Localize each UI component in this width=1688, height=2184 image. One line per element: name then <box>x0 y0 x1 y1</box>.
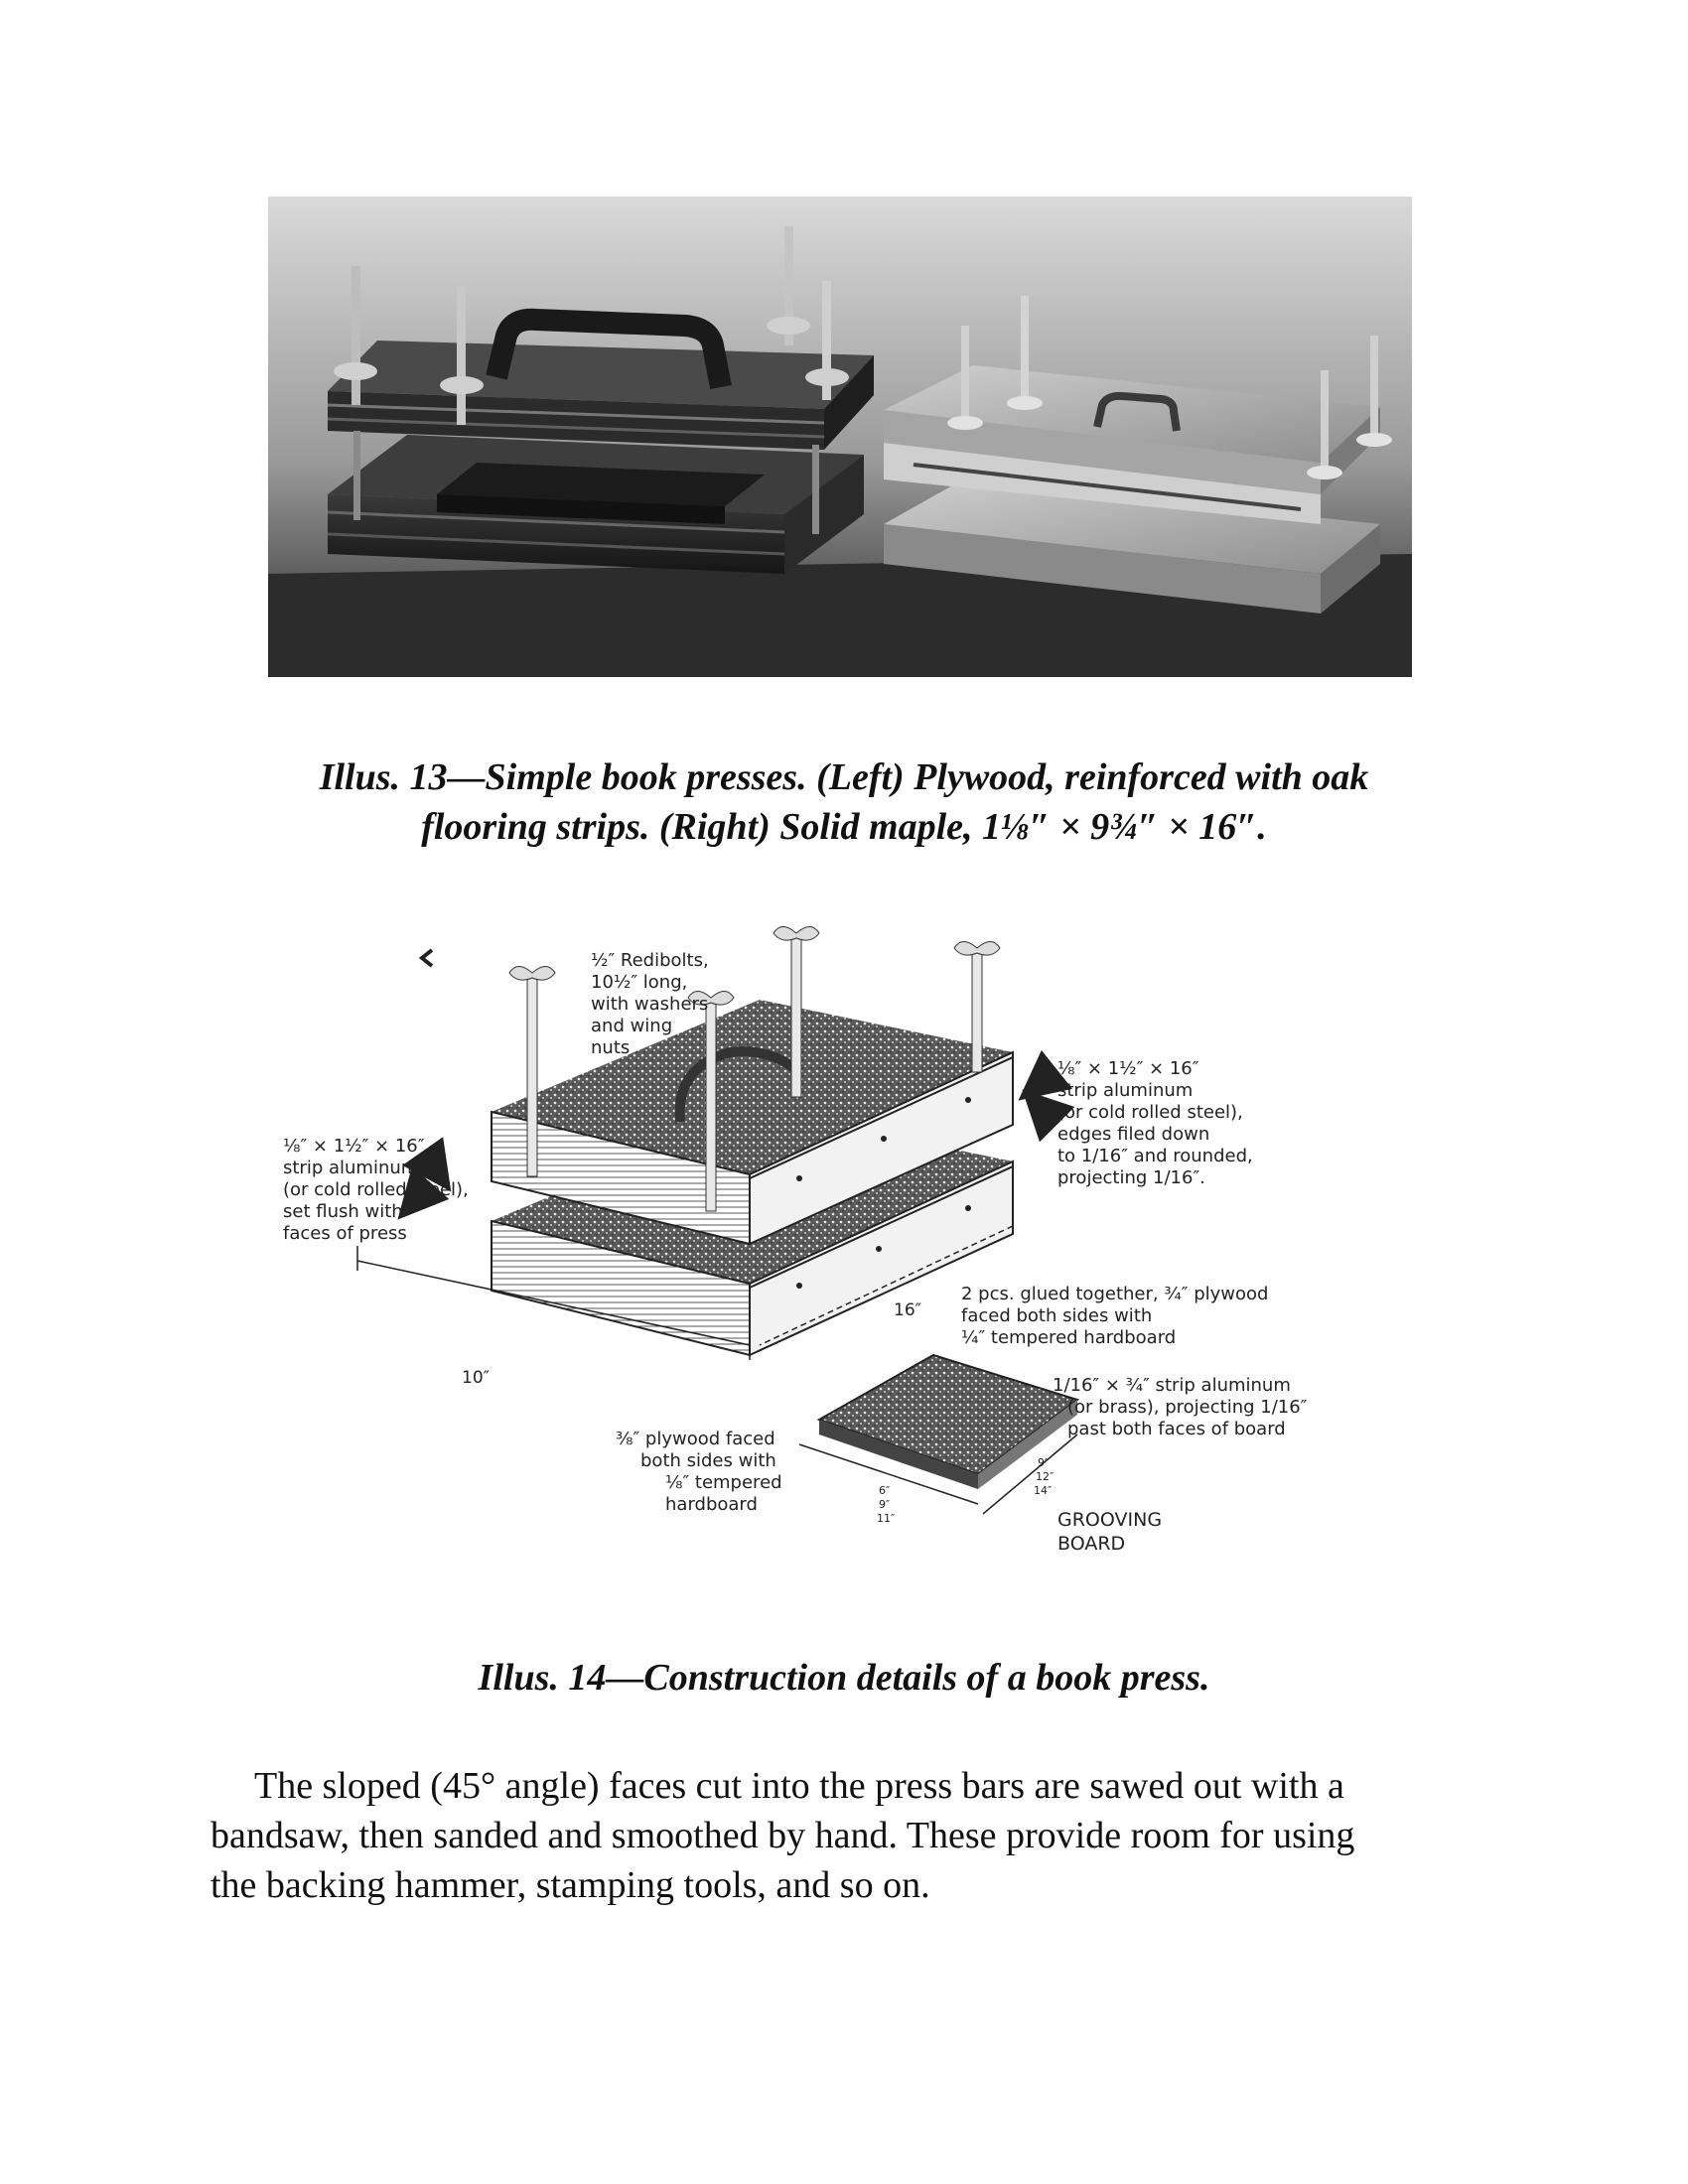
svg-text:9″: 9″ <box>879 1498 891 1511</box>
label-grooving-strip <box>1053 1375 1308 1439</box>
svg-text:with washers: with washers <box>591 994 709 1015</box>
svg-text:½″ Redibolts,: ½″ Redibolts, <box>591 950 709 971</box>
svg-text:BOARD: BOARD <box>1057 1533 1126 1555</box>
label-plywood-glued <box>961 1284 1268 1348</box>
svg-text:set flush with: set flush with <box>283 1201 403 1222</box>
dim-10: 10″ <box>462 1368 490 1388</box>
svg-text:faced both sides with: faced both sides with <box>961 1305 1153 1326</box>
label-left-strip <box>283 1136 469 1244</box>
svg-text:9″: 9″ <box>1038 1456 1050 1469</box>
svg-text:2 pcs. glued together, ¾″ plyw: 2 pcs. glued together, ¾″ plywood <box>961 1284 1269 1304</box>
svg-text:GROOVING: GROOVING <box>1057 1509 1163 1531</box>
svg-text:faces of press: faces of press <box>283 1223 407 1244</box>
svg-text:(or brass), projecting 1/16″: (or brass), projecting 1/16″ <box>1067 1397 1308 1418</box>
svg-text:11″: 11″ <box>877 1512 896 1525</box>
svg-text:6″: 6″ <box>879 1484 891 1497</box>
illus13-caption <box>149 752 1539 852</box>
svg-text:strip aluminum: strip aluminum <box>283 1158 419 1178</box>
svg-text:⅛″ tempered: ⅛″ tempered <box>665 1472 782 1493</box>
body-paragraph <box>211 1761 1501 1910</box>
svg-text:12″: 12″ <box>1036 1470 1055 1483</box>
svg-text:⅛″ × 1½″ × 16″: ⅛″ × 1½″ × 16″ <box>283 1136 425 1157</box>
svg-text:¼″ tempered hardboard: ¼″ tempered hardboard <box>961 1327 1177 1348</box>
svg-text:10½″ long,: 10½″ long, <box>591 972 688 993</box>
svg-text:14″: 14″ <box>1034 1484 1053 1497</box>
grooving-dims-left <box>877 1484 895 1525</box>
svg-text:(or cold rolled steel),: (or cold rolled steel), <box>283 1179 469 1200</box>
illus13-caption-line2: flooring strips. (Right) Solid maple, 1⅛″ × 9¾″ × 16″. <box>421 806 1267 848</box>
svg-text:1/16″ × ¾″ strip aluminum: 1/16″ × ¾″ strip aluminum <box>1053 1375 1291 1396</box>
label-grooving-board <box>1057 1509 1162 1555</box>
svg-text:and wing: and wing <box>591 1016 673 1036</box>
illus14-caption: Illus. 14—Construction details of a book press. <box>478 1657 1210 1699</box>
body-line: bandsaw, then sanded and smoothed by hand. These provide room for using <box>211 1815 1355 1856</box>
dim-16: 16″ <box>894 1300 921 1320</box>
svg-text:(or cold rolled steel),: (or cold rolled steel), <box>1057 1102 1243 1123</box>
body-line: The sloped (45° angle) faces cut into the press bars are sawed out with a <box>254 1765 1344 1807</box>
svg-text:projecting 1/16″.: projecting 1/16″. <box>1057 1167 1205 1188</box>
illus13-caption-line1: Illus. 13—Simple book presses. (Left) Plywood, reinforced with oak <box>319 756 1369 798</box>
svg-text:hardboard: hardboard <box>665 1494 758 1515</box>
svg-text:⅛″ × 1½″ × 16″: ⅛″ × 1½″ × 16″ <box>1057 1058 1199 1079</box>
svg-text:both sides with: both sides with <box>640 1450 776 1471</box>
book-press-construction-diagram <box>283 918 1395 1593</box>
label-plywood-faced <box>616 1429 782 1515</box>
svg-text:edges filed down: edges filed down <box>1057 1124 1210 1145</box>
svg-text:nuts: nuts <box>591 1037 631 1058</box>
svg-text:⅜″ plywood faced: ⅜″ plywood faced <box>616 1429 775 1449</box>
label-right-strip <box>1057 1058 1253 1188</box>
book-presses-photo <box>268 197 1412 677</box>
svg-text:past both faces of board: past both faces of board <box>1067 1419 1286 1439</box>
svg-text:to 1/16″ and rounded,: to 1/16″ and rounded, <box>1057 1146 1253 1166</box>
grooving-dims-right <box>1034 1456 1054 1497</box>
svg-text:strip aluminum: strip aluminum <box>1057 1080 1194 1101</box>
body-line: the backing hammer, stamping tools, and so on. <box>211 1864 930 1906</box>
